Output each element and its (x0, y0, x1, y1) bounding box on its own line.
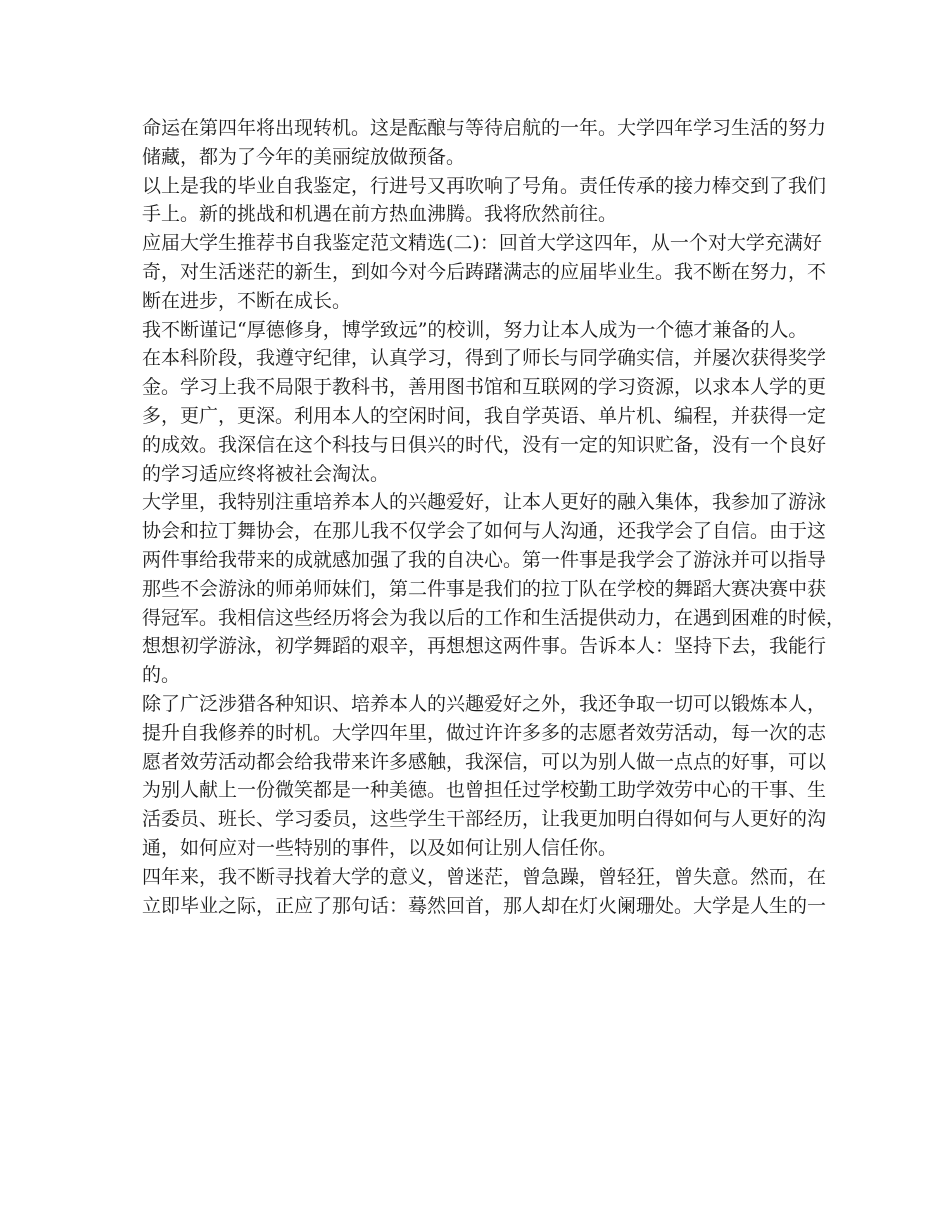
text-line: 的。 (142, 664, 181, 687)
text-line: 大学里，我特别注重培养本人的兴趣爱好，让本人更好的融入集体，我参加了游泳 (142, 491, 827, 514)
text-line: 想想初学游泳，初学舞蹈的艰辛，再想想这两件事。告诉本人：坚持下去，我能行 (142, 635, 827, 658)
text-line: 手上。新的挑战和机遇在前方热血沸腾。我将欣然前往。 (142, 203, 618, 226)
text-line: 我不断谨记“厚德修身，博学致远”的校训，努力让本人成为一个德才兼备的人。 (142, 318, 808, 341)
text-line: 除了广泛涉猎各种知识、培养本人的兴趣爱好之外，我还争取一切可以锻炼本人， (142, 692, 827, 715)
text-line: 立即毕业之际，正应了那句话：蓦然回首，那人却在灯火阑珊处。大学是人生的一 (142, 894, 827, 917)
document-body (142, 114, 846, 920)
text-line: 金。学习上我不局限于教科书，善用图书馆和互联网的学习资源，以求本人学的更 (142, 376, 827, 399)
text-line: 四年来，我不断寻找着大学的意义，曾迷茫，曾急躁，曾轻狂，曾失意。然而，在 (142, 865, 827, 888)
text-line: 的成效。我深信在这个科技与日俱兴的时代，没有一定的知识贮备，没有一个良好 (142, 433, 827, 456)
text-line: 提升自我修养的时机。大学四年里，做过许许多多的志愿者效劳活动，每一次的志 (142, 721, 827, 744)
text-line: 活委员、班长、学习委员，这些学生干部经历，让我更加明白得如何与人更好的沟 (142, 808, 827, 831)
text-line: 奇，对生活迷茫的新生，到如今对今后踌躇满志的应届毕业生。我不断在努力，不 (142, 260, 827, 283)
text-line: 应届大学生推荐书自我鉴定范文精选(二)：回首大学这四年，从一个对大学充满好 (142, 232, 822, 255)
text-line: 那些不会游泳的师弟师妹们，第二件事是我们的拉丁队在学校的舞蹈大赛决赛中获 (142, 577, 827, 600)
text-line: 为别人献上一份微笑都是一种美德。也曾担任过学校勤工助学效劳中心的干事、生 (142, 779, 827, 802)
text-line: 多，更广，更深。利用本人的空闲时间，我自学英语、单片机、编程，并获得一定 (142, 404, 827, 427)
text-line: 的学习适应终将被社会淘汰。 (142, 462, 390, 485)
text-line: 命运在第四年将出现转机。这是酝酿与等待启航的一年。大学四年学习生活的努力 (142, 117, 827, 139)
text-line: 得冠军。我相信这些经历将会为我以后的工作和生活提供动力，在遇到困难的时候， (142, 606, 846, 629)
text-line: 断在进步，不断在成长。 (142, 289, 352, 312)
text-line: 在本科阶段，我遵守纪律，认真学习，得到了师长与同学确实信，并屡次获得奖学 (142, 347, 827, 370)
text-line: 协会和拉丁舞协会，在那儿我不仅学会了如何与人沟通，还我学会了自信。由于这 (142, 520, 827, 543)
text-line: 两件事给我带来的成就感加强了我的自决心。第一件事是我学会了游泳并可以指导 (142, 548, 827, 571)
text-line: 储藏，都为了今年的美丽绽放做预备。 (142, 145, 466, 168)
text-line: 以上是我的毕业自我鉴定，行进号又再吹响了号角。责任传承的接力棒交到了我们 (142, 174, 827, 197)
text-line: 通，如何应对一些特别的事件，以及如何让别人信任你。 (142, 836, 618, 859)
text-line: 愿者效劳活动都会给我带来许多感触，我深信，可以为别人做一点点的好事，可以 (142, 750, 827, 773)
